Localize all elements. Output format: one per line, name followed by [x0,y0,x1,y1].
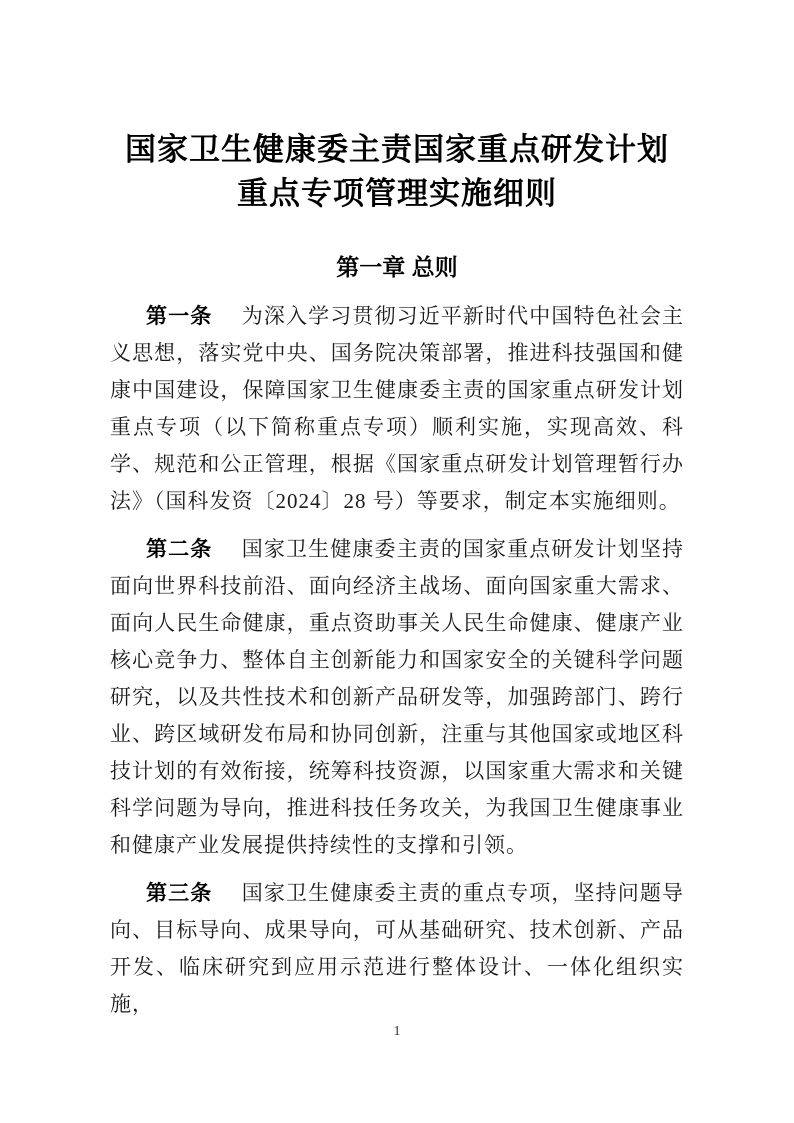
article-text-2: 国家卫生健康委主责的国家重点研发计划坚持面向世界科技前沿、面向经济主战场、面向国家重大需求、面向人民生命健康，重点资助事关人民生命健康、健康产业核心竞争力、整体自主创新能力和国家安全的关键科学问题研究，以及共性技术和创新产品研发等，加强跨部门、跨行业、跨区域研发布局和协同创新，注重与其他国家或地区科技计划的有效衔接，统筹科技资源，以国家重大需求和关键科学问题为导向，推进科技任务攻关，为我国卫生健康事业和健康产业发展提供持续性的支撑和引领。 [110,537,685,857]
article-text-1: 为深入学习贯彻习近平新时代中国特色社会主义思想，落实党中央、国务院决策部署，推进科技强国和健康中国建设，保障国家卫生健康委主责的国家重点研发计划重点专项（以下简称重点专项）顺利实施，实现高效、科学、规范和公正管理，根据《国家重点研发计划管理暂行办法》（国科发资〔2024〕28 号）等要求，制定本实施细则。 [110,304,685,513]
chapter-heading: 第一章 总则 [336,254,458,280]
article-number-3: 第三条 [146,882,213,905]
article-number-1: 第一条 [146,305,213,328]
page-number: 1 [393,1024,401,1039]
document-title [110,128,684,216]
article-paragraph-2 [110,531,684,864]
article-text-3: 国家卫生健康委主责的重点专项，坚持问题导向、目标导向、成果导向，可从基础研究、技术创新、产品开发、临床研究到应用示范进行整体设计、一体化组织实施， [110,881,685,1016]
document-title-line-2: 重点专项管理实施细则 [237,176,557,211]
document-title-line-1: 国家卫生健康委主责国家重点研发计划 [125,132,669,167]
article-number-2: 第二条 [146,538,213,561]
article-paragraph-1 [110,298,684,520]
article-paragraph-3 [110,875,684,1023]
document-body [110,298,684,1023]
